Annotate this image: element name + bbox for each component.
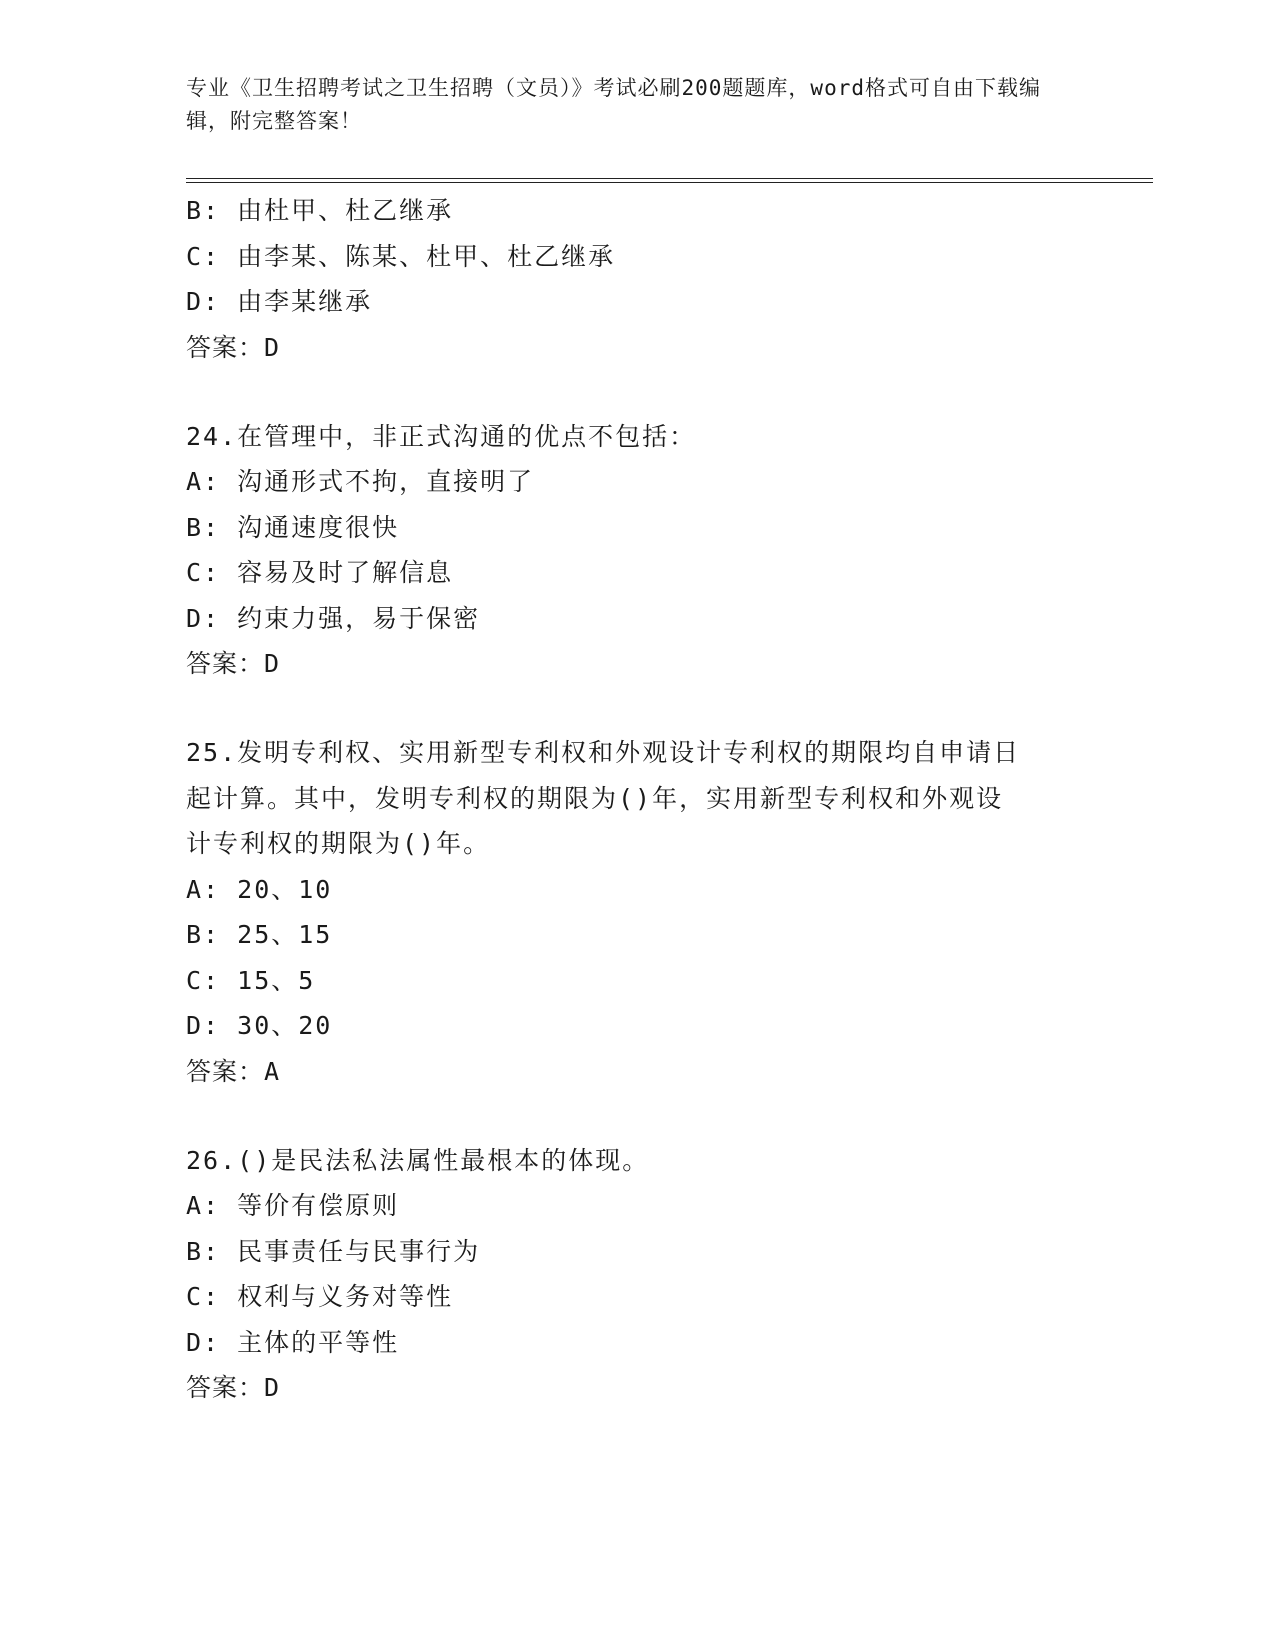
question-block-24 <box>186 414 1086 688</box>
question-block-26 <box>186 1138 1086 1412</box>
option-a: A: 等价有偿原则 <box>186 1191 400 1220</box>
option-c: C: 15、5 <box>186 965 316 995</box>
question-block-25 <box>186 730 1086 1095</box>
option-b: B: 25、15 <box>186 920 333 949</box>
question-stem-line-1: 25.发明专利权、实用新型专利权和外观设计专利权的期限均自申请日 <box>186 738 1021 767</box>
option-d: D: 由李某继承 <box>186 287 373 316</box>
question-list <box>186 188 1086 1411</box>
question-stem-line-3: 计专利权的期限为()年。 <box>186 829 491 858</box>
option-c: C: 容易及时了解信息 <box>186 558 454 587</box>
header-divider-secondary <box>186 182 1153 183</box>
option-d: D: 约束力强，易于保密 <box>186 603 481 633</box>
option-b: B: 民事责任与民事行为 <box>186 1236 481 1266</box>
option-b: B: 沟通速度很快 <box>186 512 400 542</box>
question-stem: 24.在管理中，非正式沟通的优点不包括： <box>186 421 697 451</box>
question-block-23 <box>186 188 1086 371</box>
option-d: D: 主体的平等性 <box>186 1327 400 1357</box>
option-b: B: 由杜甲、杜乙继承 <box>186 196 454 225</box>
answer-line: 答案：D <box>186 649 281 678</box>
option-c: C: 由李某、陈某、杜甲、杜乙继承 <box>186 241 616 271</box>
answer-line: 答案：D <box>186 332 281 362</box>
answer-line: 答案：D <box>186 1373 281 1402</box>
question-stem: 26.()是民法私法属性最根本的体现。 <box>186 1145 650 1175</box>
header-divider <box>186 178 1153 179</box>
option-a: A: 20、10 <box>186 874 333 904</box>
answer-line: 答案：A <box>186 1056 281 1086</box>
option-d: D: 30、20 <box>186 1011 333 1040</box>
document-header: 专业《卫生招聘考试之卫生招聘（文员）》考试必刷200题题库，word格式可自由下载编辑，附完整答案！ <box>186 76 1041 133</box>
option-c: C: 权利与义务对等性 <box>186 1282 454 1311</box>
option-a: A: 沟通形式不拘，直接明了 <box>186 467 535 496</box>
question-stem-line-2: 起计算。其中，发明专利权的期限为()年，实用新型专利权和外观设 <box>186 783 1004 813</box>
